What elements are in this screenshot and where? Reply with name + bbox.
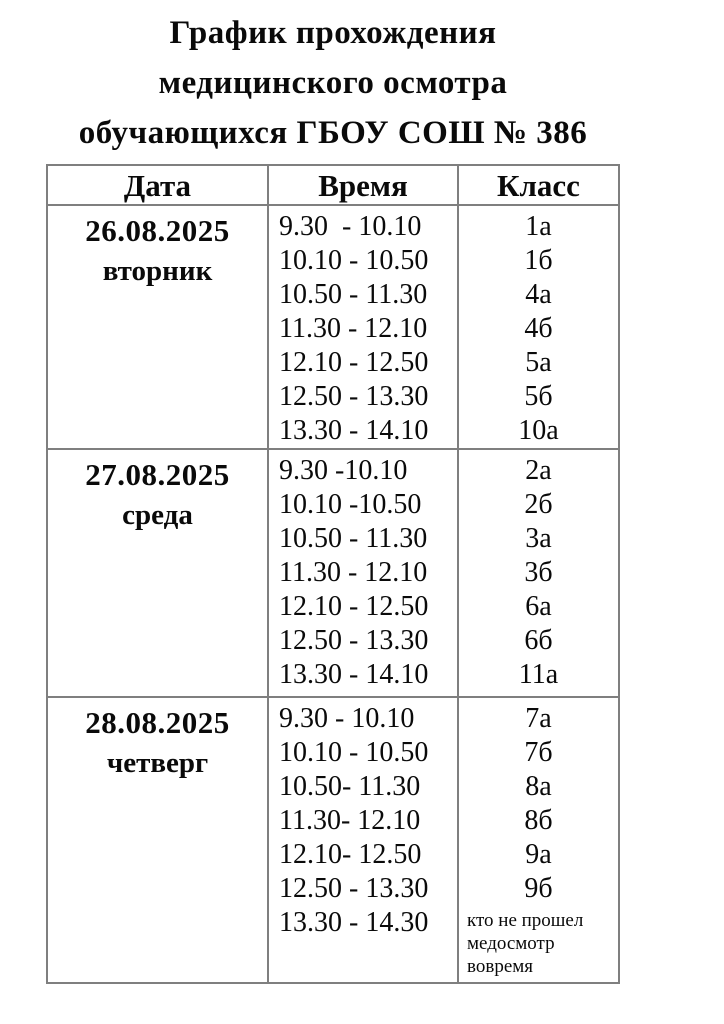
time-cell	[267, 206, 457, 448]
time-slot: 10.10 - 10.50	[279, 737, 429, 768]
class-value: 7б	[524, 737, 553, 768]
class-value: 5а	[525, 347, 552, 378]
time-slot: 12.10 - 12.50	[279, 591, 429, 622]
header-class: Класс	[457, 166, 618, 204]
time-slot: 9.30 - 10.10	[279, 211, 422, 242]
table-row	[48, 448, 618, 696]
class-value: 1а	[525, 211, 552, 242]
time-slot: 10.50- 11.30	[279, 771, 421, 802]
time-slot: 13.30 - 14.10	[279, 659, 429, 690]
date-cell	[48, 206, 267, 448]
class-value: 8б	[524, 805, 553, 836]
time-slot: 12.10- 12.50	[279, 839, 422, 870]
time-slot: 11.30- 12.10	[279, 805, 421, 836]
class-value: 2а	[525, 455, 552, 486]
document-title	[46, 8, 620, 158]
class-value: 7а	[525, 703, 552, 734]
class-value: 6б	[524, 625, 553, 656]
class-value: 5б	[524, 381, 553, 412]
time-slot: 10.10 - 10.50	[279, 245, 429, 276]
header-time: Время	[267, 166, 457, 204]
table-header-row	[48, 166, 618, 204]
class-value: 2б	[524, 489, 553, 520]
table-row	[48, 204, 618, 448]
header-date: Дата	[123, 168, 192, 203]
title-line-2: медицинского осмотра	[158, 65, 508, 101]
class-value: 10а	[518, 415, 559, 446]
class-value: 11а	[518, 659, 559, 690]
title-line-1: График прохождения	[169, 15, 497, 51]
time-slot: 10.50 - 11.30	[279, 523, 428, 554]
document-content	[46, 8, 620, 984]
class-value: 3а	[525, 523, 552, 554]
date-cell	[48, 698, 267, 982]
time-slot: 12.50 - 13.30	[279, 625, 429, 656]
time-slot: 11.30 - 12.10	[279, 313, 428, 344]
class-value: 4а	[525, 279, 552, 310]
time-slot: 10.10 -10.50	[279, 489, 422, 520]
class-value: 8а	[525, 771, 552, 802]
time-slot: 9.30 - 10.10	[279, 703, 415, 734]
title-line-3: обучающихся ГБОУ СОШ № 386	[78, 115, 588, 151]
day-value: среда	[122, 499, 193, 531]
table-row	[48, 696, 618, 982]
date-cell	[48, 450, 267, 696]
class-value: 4б	[524, 313, 553, 344]
class-value: 3б	[524, 557, 553, 588]
date-value: 27.08.2025	[85, 457, 230, 492]
time-slot: 10.50 - 11.30	[279, 279, 428, 310]
time-slot: 12.50 - 13.30	[279, 381, 429, 412]
time-slot: 12.50 - 13.30	[279, 873, 429, 904]
day-value: четверг	[106, 747, 209, 779]
time-slot: 13.30 - 14.30	[279, 907, 429, 938]
class-cell	[457, 698, 618, 982]
date-value: 26.08.2025	[85, 213, 230, 248]
time-slot: 9.30 -10.10	[279, 455, 408, 486]
time-slot: 12.10 - 12.50	[279, 347, 429, 378]
time-slot: 11.30 - 12.10	[279, 557, 428, 588]
class-value: 1б	[524, 245, 553, 276]
class-cell	[457, 450, 618, 696]
time-slot: 13.30 - 14.10	[279, 415, 429, 446]
class-value: 9а	[525, 839, 552, 870]
time-cell	[267, 698, 457, 982]
class-value: 6а	[525, 591, 552, 622]
class-value: 9б	[524, 873, 553, 904]
date-value: 28.08.2025	[85, 705, 230, 740]
late-medcheck-note: кто не прошел медосмотр вовремя	[467, 910, 584, 977]
class-cell	[457, 206, 618, 448]
day-value: вторник	[102, 255, 213, 287]
schedule-table	[46, 164, 620, 984]
time-cell	[267, 450, 457, 696]
